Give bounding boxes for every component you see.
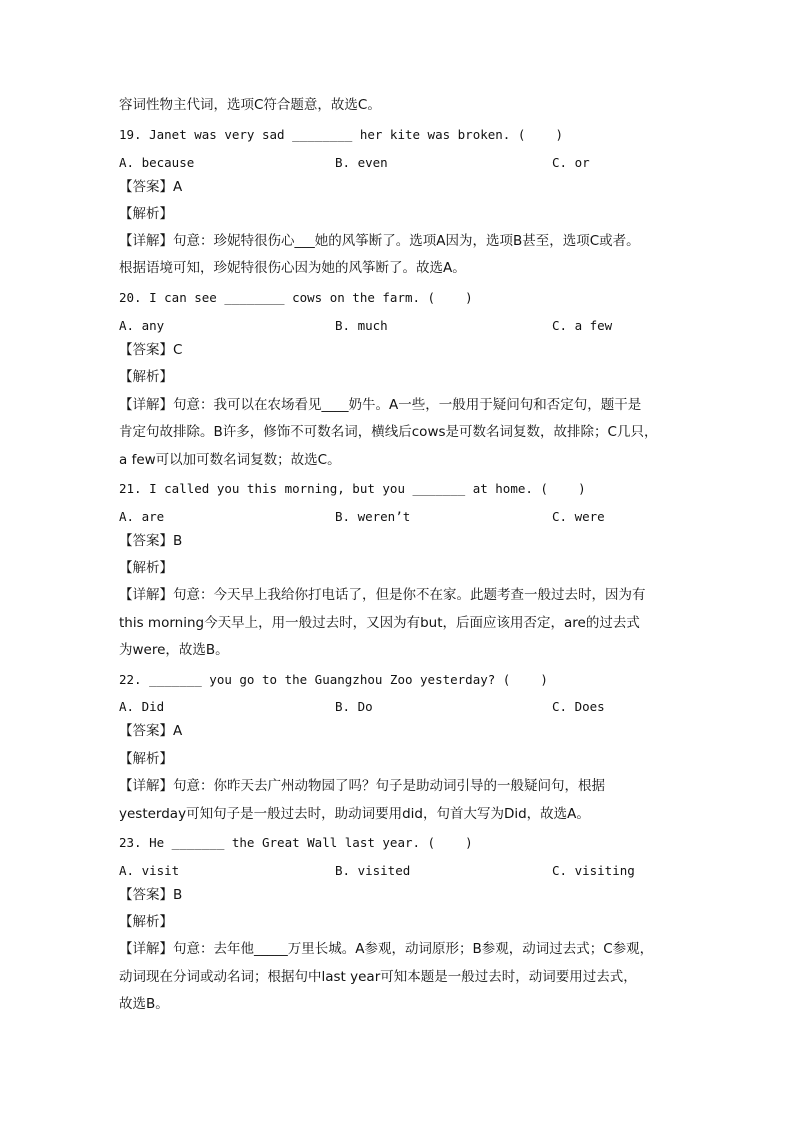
answer-label: 【答案】	[119, 887, 173, 903]
question-20-analysis-label: 【解析】	[119, 369, 173, 385]
question-23-option-b: B. visited	[335, 863, 411, 878]
question-19-detail-line-1: 【详解】句意：珍妮特很伤心___她的风筝断了。选项A因为，选项B甚至，选项C或者。	[119, 233, 640, 249]
question-19-option-b: B. even	[335, 155, 388, 170]
question-22-option-a: A. Did	[119, 699, 165, 714]
question-20-option-a: A. any	[119, 318, 165, 333]
question-19-stem: 19. Janet was very sad ________ her kite was broken. ( )	[119, 127, 564, 142]
intro-line: 容词性物主代词，选项C符合题意，故选C。	[119, 97, 381, 113]
question-20-detail-line-3: a few可以加可数名词复数；故选C。	[119, 452, 341, 468]
question-19-analysis-label: 【解析】	[119, 206, 173, 222]
answer-label: 【答案】	[119, 179, 173, 195]
question-22-detail-line-2: yesterday可知句子是一般过去时，助动词要用did，句首大写为Did，故选A。	[119, 806, 590, 822]
question-22-stem: 22. _______ you go to the Guangzhou Zoo yesterday? ( )	[119, 672, 548, 687]
question-23-option-a: A. visit	[119, 863, 180, 878]
question-20-answer	[119, 341, 182, 359]
question-23-detail-line-1: 【详解】句意：去年他_____万里长城。A参观，动词原形；B参观，动词过去式；C参观，	[119, 941, 654, 957]
question-22-analysis-label: 【解析】	[119, 751, 173, 767]
question-22-option-c: C. Does	[552, 699, 605, 714]
question-23-detail-line-3: 故选B。	[119, 996, 169, 1012]
answer-label: 【答案】	[119, 342, 173, 358]
question-23-analysis-label: 【解析】	[119, 914, 173, 930]
question-22-detail-line-1: 【详解】句意：你昨天去广州动物园了吗？句子是助动词引导的一般疑问句，根据	[119, 778, 605, 794]
question-22-option-b: B. Do	[335, 699, 373, 714]
question-21-detail-line-1: 【详解】句意：今天早上我给你打电话了，但是你不在家。此题考查一般过去时，因为有	[119, 587, 646, 603]
answer-value: A	[173, 179, 183, 195]
answer-label: 【答案】	[119, 533, 173, 549]
question-21-detail-line-2: this morning今天早上，用一般过去时，又因为有but，后面应该用否定，are的过去式	[119, 615, 640, 631]
question-21-detail-line-3: 为were，故选B。	[119, 642, 229, 658]
answer-value: B	[173, 533, 183, 549]
question-21-stem: 21. I called you this morning, but you _______ at home. ( )	[119, 481, 586, 496]
answer-value: A	[173, 723, 183, 739]
question-21-option-a: A. are	[119, 509, 165, 524]
question-23-option-c: C. visiting	[552, 863, 635, 878]
answer-value: B	[173, 887, 183, 903]
question-20-detail-line-1: 【详解】句意：我可以在农场看见____奶牛。A一些，一般用于疑问句和否定句，题干是	[119, 397, 642, 413]
question-23-detail-line-2: 动词现在分词或动名词；根据句中last year可知本题是一般过去时，动词要用过去式，	[119, 969, 637, 985]
answer-value: C	[173, 342, 183, 358]
question-20-option-b: B. much	[335, 318, 388, 333]
question-19-option-a: A. because	[119, 155, 195, 170]
question-22-answer	[119, 722, 182, 740]
question-19-detail-line-2: 根据语境可知，珍妮特很伤心因为她的风筝断了。故选A。	[119, 260, 466, 276]
question-21-option-c: C. were	[552, 509, 605, 524]
question-19-option-c: C. or	[552, 155, 590, 170]
question-23-stem: 23. He _______ the Great Wall last year. ( )	[119, 835, 473, 850]
question-20-detail-line-2: 肯定句故排除。B许多，修饰不可数名词，横线后cows是可数名词复数，故排除；C几只，	[119, 424, 658, 440]
answer-label: 【答案】	[119, 723, 173, 739]
question-21-answer	[119, 532, 182, 550]
question-20-stem: 20. I can see ________ cows on the farm. ( )	[119, 290, 473, 305]
question-19-answer	[119, 178, 182, 196]
question-20-option-c: C. a few	[552, 318, 613, 333]
question-21-analysis-label: 【解析】	[119, 560, 173, 576]
question-23-answer	[119, 886, 182, 904]
question-21-option-b: B. weren’t	[335, 509, 411, 524]
